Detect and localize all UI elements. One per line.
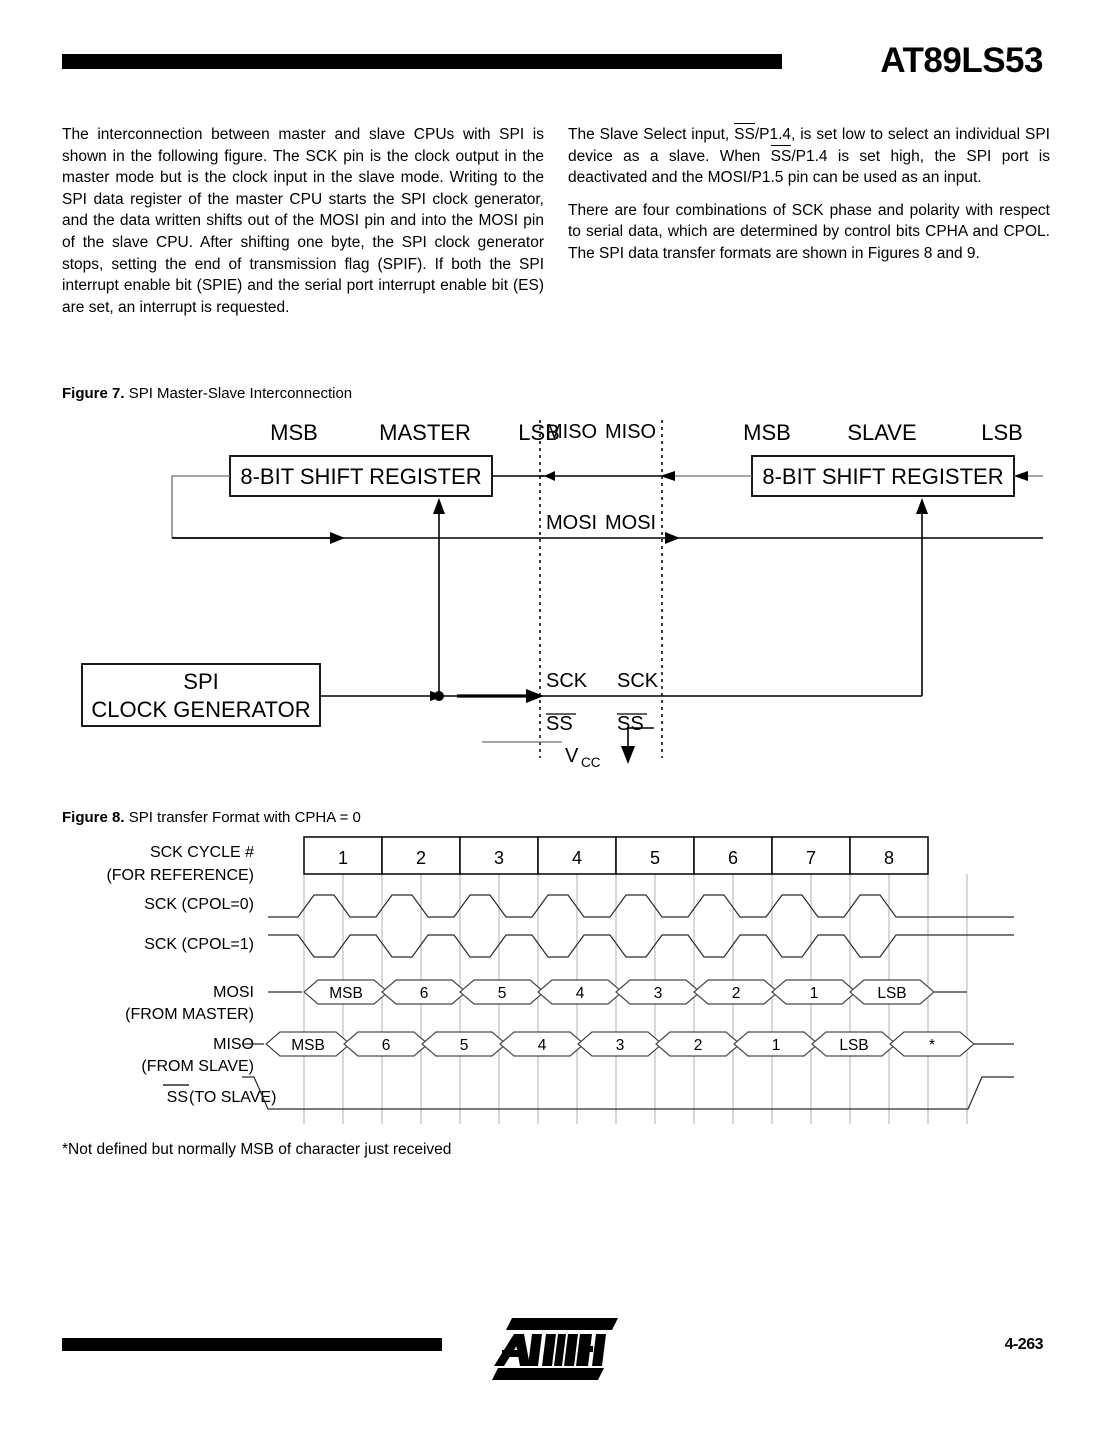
vcc-label: V (565, 745, 579, 767)
miso-bit-label-1: 6 (381, 1037, 391, 1054)
miso-bit-label-3: 4 (537, 1037, 547, 1054)
vcc-subscript: CC (581, 755, 601, 770)
page-number: 4-263 (1004, 1336, 1043, 1353)
mosi-right-label: MOSI (605, 512, 657, 534)
atmel-logo (480, 1312, 630, 1392)
paragraph-left-1: The interconnection between master and slave CPUs with SPI is shown in the following figure. The SCK pin is the clock output in the master mode but is the clock input in the slave mode. Writing to the SPI data register of the master CPU starts the SPI clock generator, and the data written shifts out of the MOSI pin and into the MOSI pin of the slave CPU. After shifting one byte, the SPI clock generator stops, setting the end of transmission flag (SPIF). If both the SPI interrupt enable bit (SPIE) and the serial port interrupt enable bit (ES) are set, an interrupt is requested. (62, 126, 544, 316)
cycle-number-7: 7 (805, 848, 817, 868)
logo-letter-a-bar (502, 1350, 526, 1357)
ss-overline-2: SS (771, 146, 792, 168)
waveform-ss (242, 1077, 1014, 1109)
mosi-bit-label-4: 3 (653, 985, 663, 1002)
text-run: /P1.4, is set low to select an individual SPI device as a slave. When (568, 126, 1050, 165)
sck-junction-dot (434, 691, 444, 701)
logo-bottom-bar (492, 1368, 604, 1380)
part-number-title: AT89LS53 (880, 41, 1043, 80)
logo-letter-m-1 (542, 1334, 556, 1366)
figure8-caption-text: SPI transfer Format with CPHA = 0 (128, 809, 361, 826)
sck-left-label: SCK (546, 670, 588, 692)
mosi-bit-label-7: LSB (877, 985, 907, 1002)
miso-bit-label-0: MSB (291, 1037, 325, 1054)
cycle-number-5: 5 (649, 848, 661, 868)
slave-sck-arrowhead (916, 498, 928, 514)
logo-letter-m-2 (554, 1334, 566, 1366)
clock-generator-label-line2: CLOCK GENERATOR (91, 697, 311, 722)
waveform-sck-cpol1 (268, 935, 1014, 957)
mosi-left-label: MOSI (546, 512, 598, 534)
miso-bit-label-7: LSB (839, 1037, 869, 1054)
text-run: /P1.4 is set high, the SPI port is deactivated and the MOSI/P1.5 pin can be used as an input. (568, 147, 1050, 187)
cycle-number-8: 8 (883, 848, 895, 868)
mosi-bit-label-0: MSB (329, 985, 363, 1002)
row-label-cycle-line2: (FOR REFERENCE) (106, 867, 254, 884)
miso-bit-label-6: 1 (771, 1037, 781, 1054)
slave-ss-arrowhead (621, 746, 635, 764)
waveform-mosi (268, 980, 967, 1004)
row-label-sck-cpol1: SCK (CPOL=1) (144, 936, 254, 953)
figure7-caption-label: Figure 7. (62, 385, 125, 402)
page-header (62, 41, 1043, 84)
timing-bottom-ticks (304, 1110, 967, 1124)
slave-msb-label: MSB (743, 420, 791, 445)
cycle-number-4: 4 (571, 848, 583, 868)
master-shift-register-label: 8-BIT SHIFT REGISTER (240, 464, 482, 489)
slave-feedback-arrowhead (1014, 471, 1028, 481)
slave-miso-arrowhead (660, 471, 675, 481)
mosi-bit-label-5: 2 (731, 985, 741, 1002)
master-lsb-label: LSB (518, 420, 560, 445)
mosi-bit-label-6: 1 (809, 985, 819, 1002)
figure7-diagram (62, 410, 1043, 770)
miso-left-label: MISO (546, 421, 598, 443)
miso-bit-label-8: * (928, 1037, 936, 1054)
row-label-ss-overline-text: SS (166, 1089, 188, 1106)
paragraph-right-2: There are four combinations of SCK phase and polarity with respect to serial data, which are determined by control bits CPHA and CPOL. The SPI data transfer formats are shown in Figures 8 and 9. (568, 201, 1050, 262)
slave-shift-register-label: 8-BIT SHIFT REGISTER (762, 464, 1004, 489)
figure7-caption-text: SPI Master-Slave Interconnection (128, 385, 353, 402)
slave-mosi-arrowhead (665, 532, 680, 544)
body-column-right (568, 124, 1050, 276)
master-feedback-wire-upper (172, 476, 230, 538)
figure8-caption (62, 809, 361, 826)
miso-bit-label-4: 3 (615, 1037, 625, 1054)
sck-right-label: SCK (617, 670, 659, 692)
cycle-number-row (304, 837, 928, 874)
row-label-mosi-line1: MOSI (213, 984, 254, 1001)
mosi-bit-label-2: 5 (497, 985, 507, 1002)
row-label-ss-suffix: (TO SLAVE) (189, 1089, 277, 1106)
logo-letter-t-stem (528, 1334, 542, 1366)
ss-overline-1: SS (734, 124, 755, 146)
logo-top-bar (506, 1318, 618, 1330)
row-label-cycle-line1: SCK CYCLE # (149, 844, 254, 861)
miso-bit-label-2: 5 (459, 1037, 469, 1054)
row-label-miso-line2: (FROM SLAVE) (141, 1058, 254, 1075)
miso-bit-label-5: 2 (693, 1037, 703, 1054)
ss-left-label: SS (546, 713, 573, 735)
clock-generator-label-line1: SPI (183, 669, 219, 694)
figure8-caption-label: Figure 8. (62, 809, 125, 826)
paragraph-right-1 (568, 124, 1050, 189)
body-column-left (62, 124, 544, 329)
row-label-mosi-line2: (FROM MASTER) (125, 1006, 254, 1023)
text-run: The Slave Select input, (568, 126, 735, 143)
slave-title-label: SLAVE (847, 420, 917, 445)
cycle-number-2: 2 (415, 848, 427, 868)
logo-letter-e-bar (579, 1346, 593, 1352)
master-msb-label: MSB (270, 420, 318, 445)
master-sck-arrowhead (433, 498, 445, 514)
ss-right-label: SS (617, 713, 644, 735)
mosi-bit-label-3: 4 (575, 985, 585, 1002)
figure8-footnote: *Not defined but normally MSB of character just received (62, 1141, 452, 1158)
waveform-miso (242, 1032, 1014, 1056)
logo-letter-m-3 (564, 1334, 578, 1366)
mosi-bit-label-1: 6 (419, 985, 429, 1002)
figure7-caption (62, 385, 352, 402)
figure8-timing-diagram (62, 832, 1043, 1127)
footer-rule (62, 1338, 442, 1351)
page-footer (62, 1330, 1043, 1390)
slave-lsb-label: LSB (981, 420, 1023, 445)
cycle-number-1: 1 (337, 848, 349, 868)
row-label-sck-cpol0: SCK (CPOL=0) (144, 896, 254, 913)
header-rule (62, 54, 782, 69)
cycle-number-3: 3 (493, 848, 505, 868)
miso-right-label: MISO (605, 421, 657, 443)
waveform-sck-cpol0 (268, 895, 1014, 917)
logo-letter-l (592, 1334, 606, 1366)
row-label-miso-line1: MISO (213, 1036, 254, 1053)
slave-feedback-wire (1014, 476, 1043, 538)
cycle-number-6: 6 (727, 848, 739, 868)
master-title-label: MASTER (379, 420, 471, 445)
